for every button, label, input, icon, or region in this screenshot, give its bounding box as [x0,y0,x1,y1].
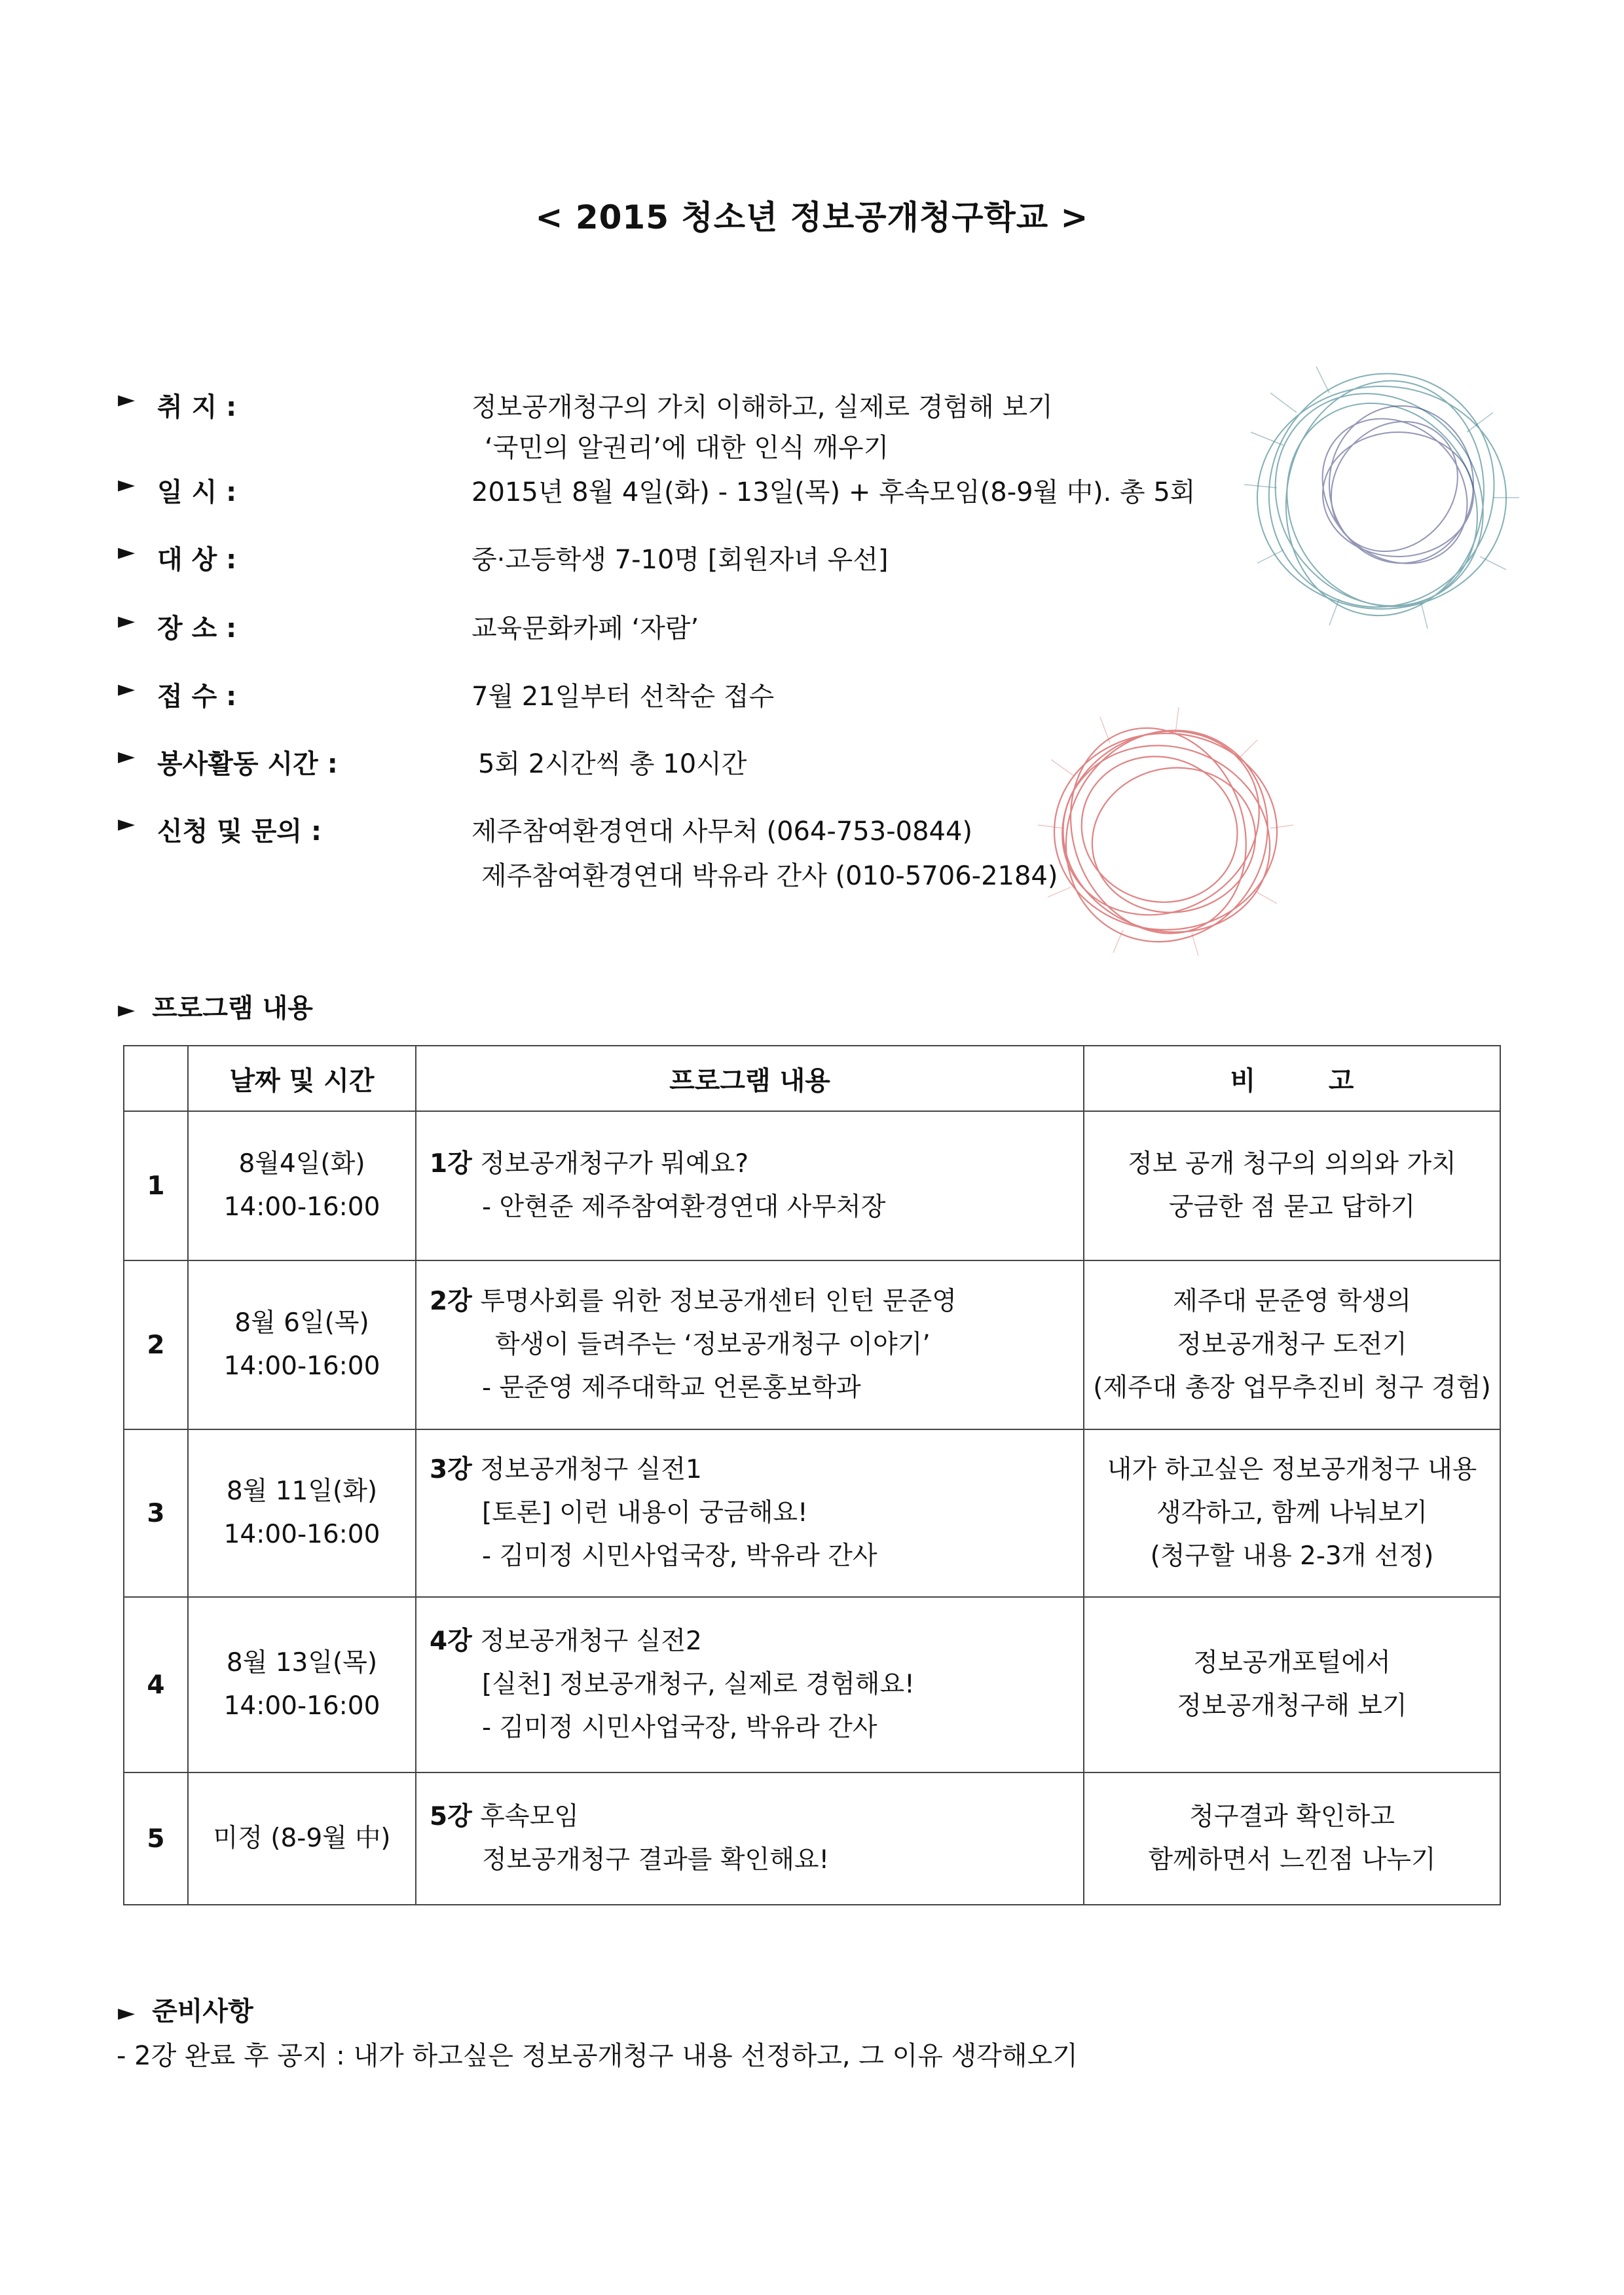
prep-heading-text: 준비사항 [152,1996,253,2027]
arrow-bullet-icon: ► [118,676,136,702]
table-header-row [124,1046,1500,1111]
row-number: 3 [124,1429,188,1597]
row-note [1084,1597,1500,1772]
arrow-bullet-icon: ► [118,743,136,769]
header-date: 날짜 및 시간 [188,1046,416,1111]
table-row [124,1111,1500,1260]
note-line: 제주대 문준영 학생의 [1173,1287,1411,1316]
program-speaker: - 김미정 시민사업국장, 박유라 간사 [482,1541,877,1571]
row-note [1084,1260,1500,1429]
program-heading [118,987,313,1025]
info-label: 신청 및 문의 : [157,817,322,847]
row-date [188,1429,416,1597]
info-value: ‘국민의 알권리’에 대한 인식 깨우기 [485,433,889,463]
program-line [430,1280,1070,1323]
note-line: 정보공개청구해 보기 [1177,1691,1407,1721]
note-line: 정보공개포털에서 [1193,1648,1391,1678]
arrow-bullet-icon: ► [118,608,136,634]
info-value: 5회 2시간씩 총 10시간 [478,749,747,779]
program-speaker: - 안현준 제주참여환경연대 사무처장 [482,1192,886,1222]
lecture-number: 4강 [430,1626,472,1656]
row-date [188,1597,416,1772]
time-text: 14:00-16:00 [223,1351,380,1381]
date-text: 8월 11일(화) [226,1477,378,1506]
date-text: 8월 13일(목) [226,1648,378,1678]
table-row [124,1772,1500,1905]
lecture-number: 3강 [430,1455,472,1484]
arrow-bullet-icon: ► [118,997,136,1023]
teal-string-art-ornament [1231,354,1532,642]
row-program [416,1597,1084,1772]
row-number: 4 [124,1597,188,1772]
prep-note: - 2강 완료 후 공지 : 내가 하고싶은 정보공개청구 내용 선정하고, 그 이유 생각해오기 [117,2041,1078,2071]
arrow-bullet-icon: ► [118,2000,136,2026]
arrow-bullet-icon: ► [118,539,136,565]
info-value: 제주참여환경연대 사무처 (064-753-0844) [471,817,973,847]
header-program: 프로그램 내용 [416,1046,1084,1111]
program-line [430,1448,1070,1492]
row-program [416,1111,1084,1260]
program-subtitle: [토론] 이런 내용이 궁금해요! [482,1498,808,1528]
note-line: 정보공개청구 도전기 [1177,1330,1407,1359]
page-title: < 2015 청소년 정보공개청구학교 > [535,198,1089,236]
program-line [430,1143,1070,1186]
info-value: 7월 21일부터 선착순 접수 [471,682,775,712]
row-date [188,1111,416,1260]
time-text: 14:00-16:00 [223,1691,380,1721]
row-note [1084,1429,1500,1597]
info-label: 일 시 : [157,477,237,507]
time-text: 14:00-16:00 [223,1192,380,1222]
arrow-bullet-icon: ► [118,811,136,837]
program-subtitle: 정보공개청구 결과를 확인해요! [482,1845,830,1875]
table-row [124,1260,1500,1429]
program-title: 정보공개청구 실전2 [480,1626,702,1656]
program-heading-text: 프로그램 내용 [152,993,313,1023]
program-title: 후속모임 [480,1802,579,1831]
program-line [430,1795,1070,1839]
prep-heading [118,1991,253,2028]
note-line: 생각하고, 함께 나눠보기 [1156,1498,1428,1528]
table-row [124,1597,1500,1772]
program-title: 정보공개청구가 뭐예요? [480,1149,749,1179]
row-note [1084,1772,1500,1905]
info-value: 제주참여환경연대 박유라 간사 (010-5706-2184) [481,861,1058,891]
date-text: 8월4일(화) [238,1149,365,1179]
time-text: 14:00-16:00 [223,1520,380,1549]
date-text: 8월 6일(목) [234,1308,369,1338]
program-table [123,1045,1501,1905]
date-text: 미정 (8-9월 中) [213,1824,391,1853]
arrow-bullet-icon: ► [118,471,136,498]
lecture-number: 2강 [430,1287,472,1316]
program-title: 투명사회를 위한 정보공개센터 인턴 문준영 [480,1287,957,1316]
lecture-number: 1강 [430,1149,472,1179]
note-line: 청구결과 확인하고 [1189,1802,1395,1831]
lecture-number: 5강 [430,1802,472,1831]
row-date [188,1772,416,1905]
program-speaker: - 김미정 시민사업국장, 박유라 간사 [482,1713,877,1742]
note-line: (제주대 총장 업무추진비 청구 경험) [1093,1373,1491,1403]
arrow-bullet-icon: ► [118,386,136,413]
table-row [124,1429,1500,1597]
info-value: 중·고등학생 7-10명 [회원자녀 우선] [471,545,889,575]
row-program [416,1260,1084,1429]
info-label: 장 소 : [157,614,237,644]
info-label: 봉사활동 시간 : [157,749,338,779]
info-value: 교육문화카페 ‘자람’ [471,614,699,644]
note-line: 내가 하고싶은 정보공개청구 내용 [1107,1455,1477,1484]
program-title: 정보공개청구 실전1 [480,1455,702,1484]
note-line: 정보 공개 청구의 의의와 가치 [1128,1149,1456,1179]
row-program [416,1772,1084,1905]
info-label: 접 수 : [157,682,237,712]
note-line: 궁금한 점 묻고 답하기 [1168,1192,1416,1222]
row-program [416,1429,1084,1597]
row-number: 5 [124,1772,188,1905]
note-line: 함께하면서 느낀점 나누기 [1148,1845,1436,1875]
row-number: 1 [124,1111,188,1260]
row-note [1084,1111,1500,1260]
program-line [430,1620,1070,1663]
info-value: 정보공개청구의 가치 이해하고, 실제로 경험해 보기 [471,392,1053,422]
row-number: 2 [124,1260,188,1429]
info-label: 대 상 : [157,545,237,575]
program-title-cont: 학생이 들려주는 ‘정보공개청구 이야기’ [495,1330,931,1359]
header-no [124,1046,188,1111]
program-speaker: - 문준영 제주대학교 언론홍보학과 [482,1373,861,1403]
row-date [188,1260,416,1429]
program-subtitle: [실천] 정보공개청구, 실제로 경험해요! [482,1670,915,1699]
header-note: 비 고 [1084,1046,1500,1111]
info-label: 취 지 : [157,392,237,422]
red-string-art-ornament [1028,701,1303,963]
info-value: 2015년 8월 4일(화) - 13일(목) + 후속모임(8-9월 中). 총 5회 [471,477,1196,507]
note-line: (청구할 내용 2-3개 선정) [1150,1541,1434,1571]
